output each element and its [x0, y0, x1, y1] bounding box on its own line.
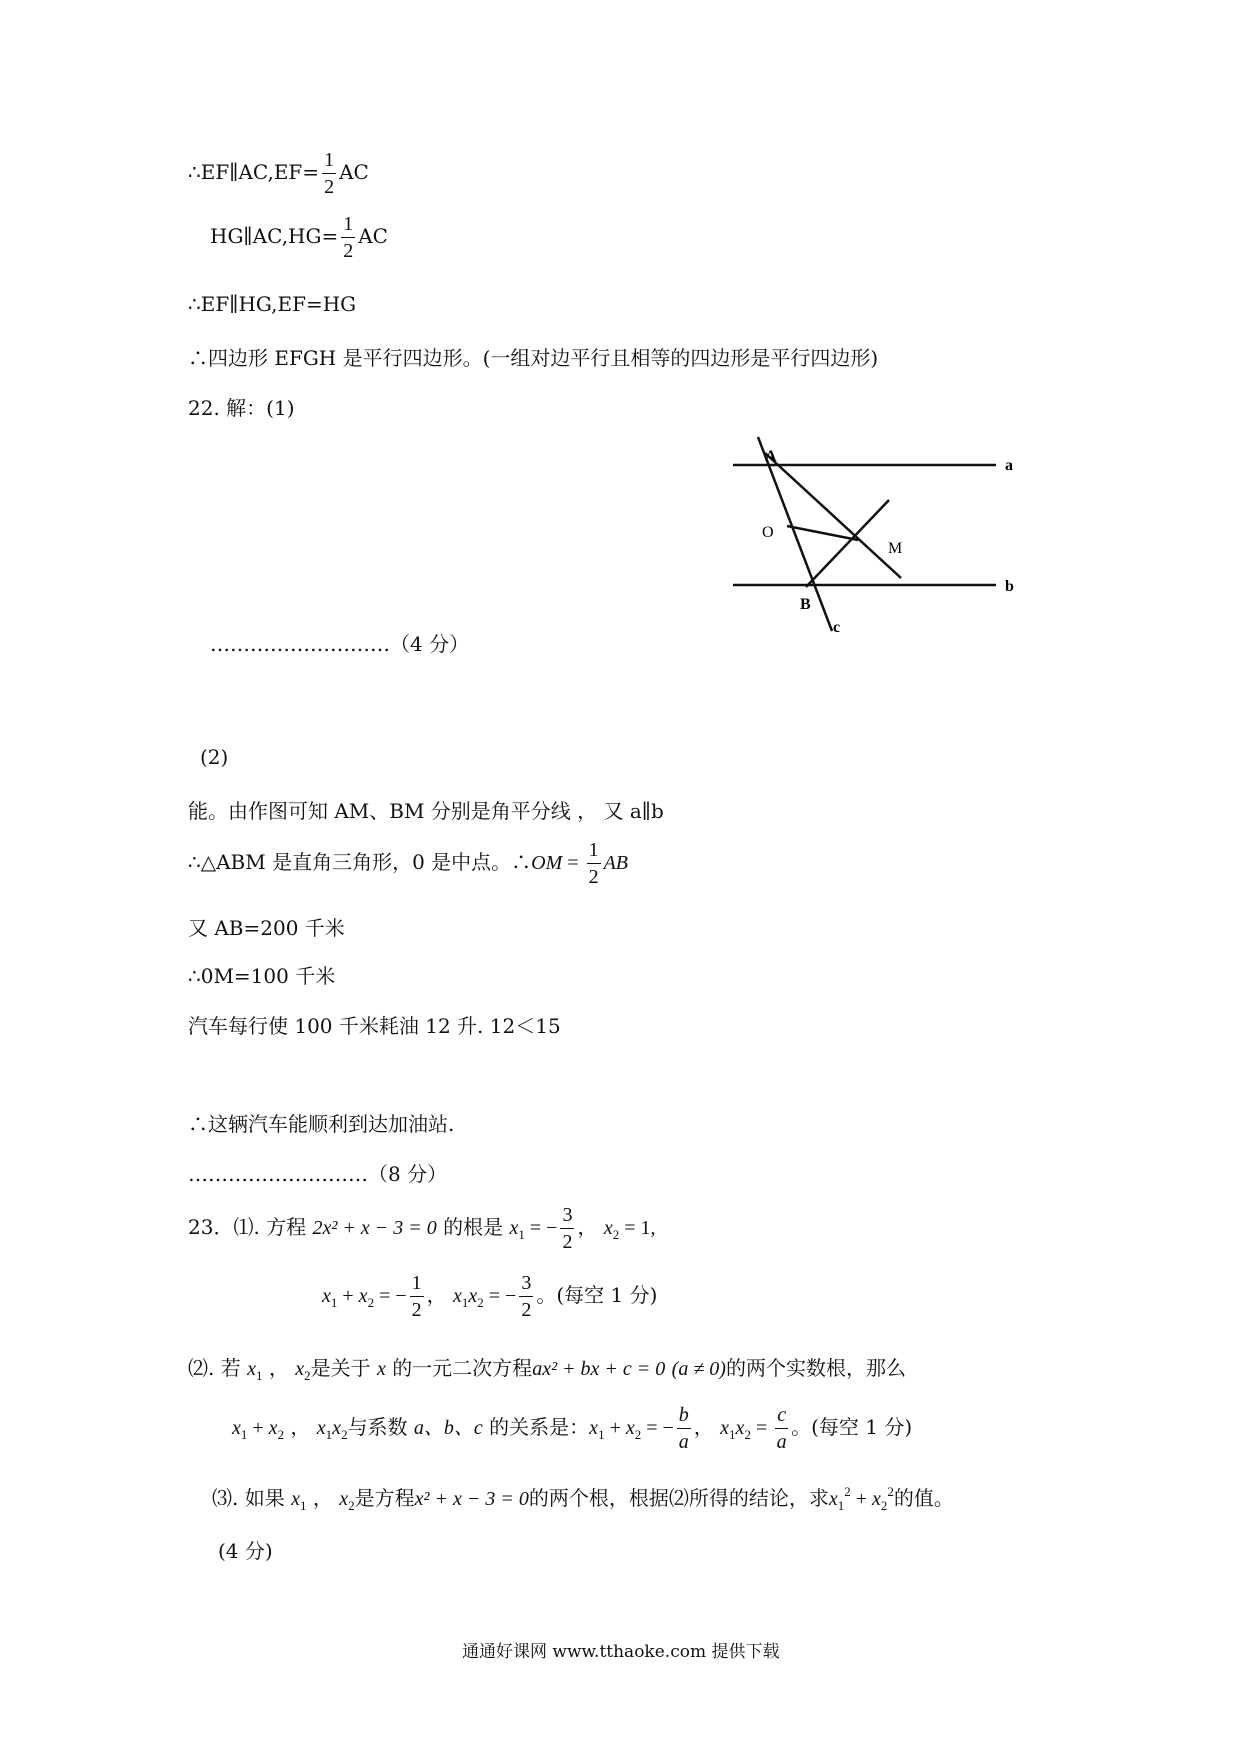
q23-part-3: ⑶. 如果 $x_1$ ， $x_2$是方程x² + x − 3 = 0的两个根，根据⑵所得的结论，求$x_1^2 + x_2^2$的值。 [212, 1484, 954, 1513]
q22-statement-2: ∴△ABM 是直角三角形，0 是中点。∴OM = $\frac{1}{2}$ AB [188, 839, 628, 888]
q23-part-3-score: (4 分) [218, 1539, 273, 1563]
q22-statement-4: ∴0M=100 千米 [188, 964, 336, 988]
label-line-c: c [833, 619, 841, 636]
geometry-diagram [720, 425, 1020, 645]
q22-statement-3: 又 AB=200 千米 [188, 916, 345, 940]
label-line-b: b [1005, 578, 1014, 595]
q23-part-2: ⑵. 若 $x_1$ ， $x_2$是关于 x 的一元二次方程ax² + bx + c = 0 (a ≠ 0)的两个实数根，那么 [188, 1356, 906, 1383]
q22-statement-5: 汽车每行使 100 千米耗油 12 升. 12＜15 [188, 1014, 561, 1038]
q23-part-2-relation: $x_1 + x_2$ ， $x_1x_2$与系数 a、b、c 的关系是：$x_1 + x_2$ = − $\frac{b}{a}$ ， $x_1x_2$ = $\frac{c}{a}$ 。(每空 1 分) [232, 1404, 913, 1453]
label-point-b: B [800, 596, 811, 613]
label-point-a: A [765, 448, 777, 465]
q22-statement-1: 能。由作图可知 AM、BM 分别是角平分线 ， 又 a∥b [188, 799, 664, 823]
label-line-a: a [1005, 457, 1013, 474]
fraction-one-half: $\frac{1}{2}$ [324, 149, 335, 198]
fraction-one-half: $\frac{1}{2}$ [588, 839, 599, 888]
q23-part-1: 23．⑴. 方程 2x² + x − 3 = 0 的根是 $x_1$ = − $\frac{3}{2}$ ， $x_2 = 1$, [188, 1204, 656, 1253]
label-point-o: O [762, 524, 774, 541]
q22-part-2: (2) [200, 745, 229, 769]
label-point-m: M [888, 540, 903, 557]
q22-score-2: ………………………（8 分） [188, 1162, 448, 1186]
proof-conclusion: ∴四边形 EFGH 是平行四边形。(一组对边平行且相等的四边形是平行四边形) [188, 346, 879, 370]
q22-score-1: ………………………（4 分） [210, 632, 470, 656]
page-footer: 通通好课网 www.tthaoke.com 提供下载 [462, 1642, 780, 1662]
q23-vieta: $x_1 + x_2$ = − $\frac{1}{2}$ ， $x_1x_2$ = − $\frac{3}{2}$ 。(每空 1 分) [322, 1272, 658, 1321]
proof-line-2: HG∥AC,HG= $\frac{1}{2}$ AC [210, 213, 388, 262]
proof-line-1: ∴EF∥AC,EF= $\frac{1}{2}$ AC [188, 149, 369, 198]
q22-heading: 22. 解：(1) [188, 396, 295, 420]
fraction-one-half: $\frac{1}{2}$ [343, 213, 354, 262]
q22-statement-6: ∴这辆汽车能顺利到达加油站. [188, 1112, 455, 1136]
proof-line-3: ∴EF∥HG,EF=HG [188, 292, 357, 316]
